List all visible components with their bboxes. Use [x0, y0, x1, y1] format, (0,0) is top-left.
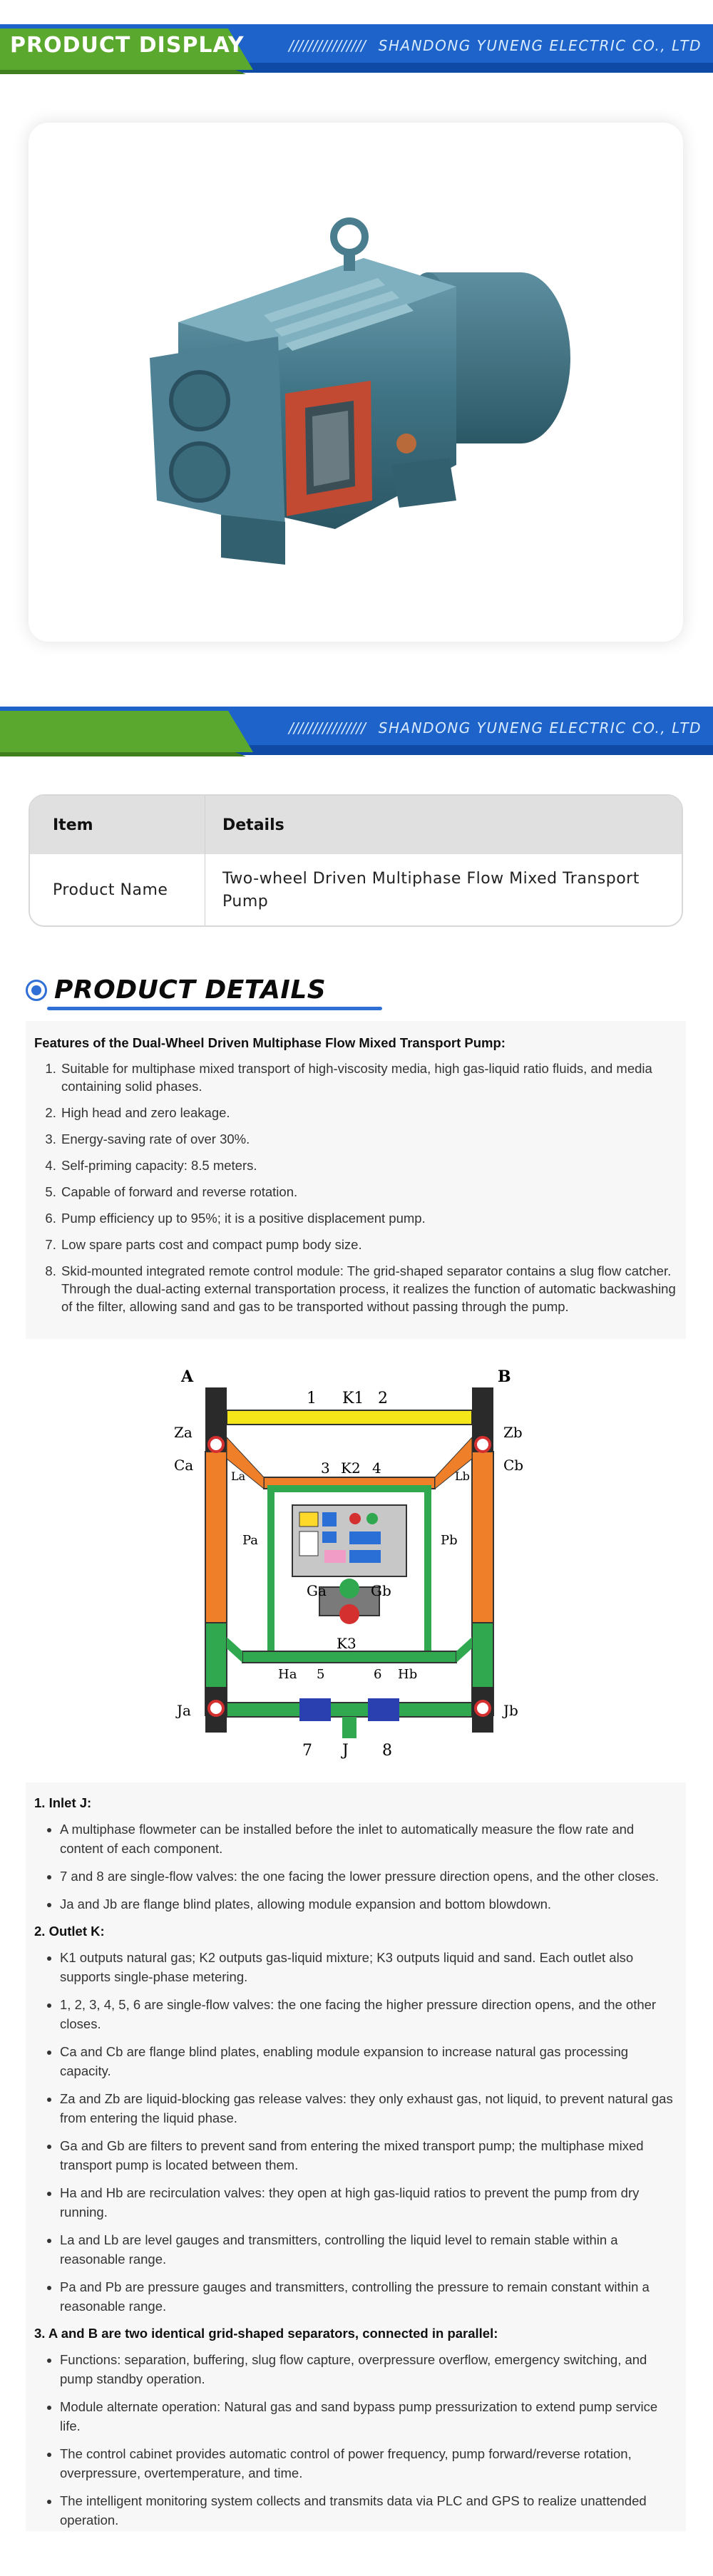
- product-image-card: [29, 123, 683, 642]
- label-Ha: Ha: [278, 1667, 297, 1682]
- list-item: 1. Suitable for multiphase mixed transport of high-viscosity media, high gas-liquid ratio fluids, and media containing solid phases.: [60, 1059, 679, 1095]
- label-Gb: Gb: [371, 1582, 391, 1599]
- label-4: 4: [372, 1459, 381, 1477]
- label-K3: K3: [337, 1635, 356, 1652]
- label-Pa: Pa: [242, 1533, 259, 1548]
- list-item: • Za and Zb are liquid-blocking gas release valves: they only exhaust gas, not liquid, to prevent natural gas from entering the liquid phase.: [60, 2089, 679, 2128]
- list-item: 2. High head and zero leakage.: [60, 1104, 679, 1122]
- list-item: • Ca and Cb are flange blind plates, enabling module expansion to increase natural gas processing capacity.: [60, 2042, 679, 2080]
- label-6: 6: [374, 1667, 382, 1682]
- product-details-heading: [26, 975, 382, 1007]
- label-Zb: Zb: [503, 1424, 523, 1441]
- product-info-table: [29, 794, 683, 927]
- heading-underline: [47, 1007, 382, 1010]
- list-item: • Ja and Jb are flange blind plates, allowing module expansion and bottom blowdown.: [60, 1894, 679, 1914]
- bullet-circle-icon: [26, 980, 47, 1001]
- banner-graphic: [0, 702, 713, 774]
- label-La: La: [231, 1469, 246, 1483]
- company-name: SHANDONG YUNENG ELECTRIC CO., LTD: [378, 719, 702, 737]
- label-K1: K1: [342, 1390, 364, 1407]
- list-item: 7. Low spare parts cost and compact pump body size.: [60, 1236, 679, 1253]
- label-A: A: [181, 1367, 194, 1386]
- label-B: B: [498, 1367, 511, 1386]
- label-K2: K2: [341, 1459, 361, 1477]
- list-item: • K1 outputs natural gas; K2 outputs gas-liquid mixture; K3 outputs liquid and sand. Each outlet also supports single-phase metering.: [60, 1948, 679, 1986]
- label-Pb: Pb: [441, 1533, 458, 1548]
- label-Jb: Jb: [503, 1702, 518, 1719]
- table-cell-value: Two-wheel Driven Multiphase Flow Mixed Transport Pump: [222, 870, 640, 910]
- label-Lb: Lb: [455, 1469, 470, 1483]
- features-list: [60, 1059, 679, 1315]
- list-item: • The control cabinet provides automatic control of power frequency, pump forward/reverse rotation, overpressure, overtemperature, and time.: [60, 2444, 679, 2483]
- list-item: 6. Pump efficiency up to 95%; it is a positive displacement pump.: [60, 1209, 679, 1227]
- label-Ga: Ga: [307, 1582, 327, 1599]
- label-2: 2: [378, 1390, 388, 1407]
- table-cell-label: Product Name: [53, 881, 168, 899]
- list-item: • A multiphase flowmeter can be installed before the inlet to automatically measure the flow rate and content of each component.: [60, 1820, 679, 1858]
- notes-group-title: 3. A and B are two identical grid-shaped separators, connected in parallel:: [34, 2326, 498, 2341]
- process-diagram: [171, 1366, 542, 1765]
- section-title: PRODUCT DETAILS: [54, 975, 327, 1005]
- notes-group-title: 1. Inlet J:: [34, 1795, 92, 1810]
- table-header-details: Details: [222, 816, 284, 834]
- table-row: [30, 854, 682, 927]
- table-header-row: [30, 796, 682, 854]
- pump-image: [121, 194, 606, 593]
- label-8: 8: [382, 1742, 392, 1760]
- list-item: 8. Skid-mounted integrated remote control module: The grid-shaped separator contains a slug flow catcher. Through the dual-acting external transportation process, it realizes the function of automatic backwashing of the filter, allowing sand and gas to be transported without passing through the pump.: [60, 1262, 679, 1315]
- banner-title: PRODUCT DISPLAY: [10, 33, 245, 58]
- label-Cb: Cb: [503, 1457, 524, 1474]
- label-Ja: Ja: [177, 1702, 191, 1719]
- list-item: • Pa and Pb are pressure gauges and transmitters, controlling the pressure to remain constant within a reasonable range.: [60, 2277, 679, 2316]
- features-box: [26, 1021, 686, 1339]
- label-7: 7: [302, 1742, 312, 1760]
- list-item: • Ha and Hb are recirculation valves: they open at high gas-liquid ratios to prevent the pump from dry running.: [60, 2183, 679, 2222]
- process-diagram-graphic: [171, 1366, 542, 1765]
- list-item: • 7 and 8 are single-flow valves: the one facing the lower pressure direction opens, and the other closes.: [60, 1867, 679, 1886]
- list-item: 3. Energy-saving rate of over 30%.: [60, 1130, 679, 1148]
- banner-slashes: ////////////////: [289, 37, 366, 54]
- label-1: 1: [307, 1390, 317, 1407]
- company-name: SHANDONG YUNENG ELECTRIC CO., LTD: [378, 37, 702, 54]
- label-Hb: Hb: [398, 1667, 418, 1682]
- notes-list: [60, 1820, 679, 1914]
- list-item: • 1, 2, 3, 4, 5, 6 are single-flow valves: the one facing the higher pressure direction opens, and the other closes.: [60, 1995, 679, 2033]
- company-banner: [0, 702, 713, 774]
- list-item: • Functions: separation, buffering, slug flow capture, overpressure overflow, emergency switching, and pump standby operation.: [60, 2350, 679, 2388]
- component-notes-box: [26, 1782, 686, 2531]
- list-item: • Module alternate operation: Natural gas and sand bypass pump pressurization to extend pump service life.: [60, 2397, 679, 2436]
- list-item: 5. Capable of forward and reverse rotation.: [60, 1183, 679, 1201]
- label-Za: Za: [174, 1424, 193, 1441]
- product-display-banner: [0, 20, 713, 91]
- banner-slashes: ////////////////: [289, 719, 366, 737]
- label-J: J: [342, 1742, 349, 1760]
- label-5: 5: [317, 1667, 325, 1682]
- table-header-item: Item: [53, 816, 93, 834]
- list-item: • La and Lb are level gauges and transmitters, controlling the liquid level to remain stable within a reasonable range.: [60, 2230, 679, 2269]
- list-item: • The intelligent monitoring system collects and transmits data via PLC and GPS to realize unattended operation.: [60, 2491, 679, 2530]
- notes-list: [60, 1948, 679, 2316]
- list-item: • Ga and Gb are filters to prevent sand from entering the mixed transport pump; the multiphase mixed transport pump is located between them.: [60, 2136, 679, 2175]
- label-Ca: Ca: [174, 1457, 194, 1474]
- features-heading: Features of the Dual-Wheel Driven Multiphase Flow Mixed Transport Pump:: [34, 1035, 506, 1050]
- list-item: 4. Self-priming capacity: 8.5 meters.: [60, 1156, 679, 1174]
- label-3: 3: [321, 1459, 330, 1477]
- notes-group-title: 2. Outlet K:: [34, 1924, 105, 1939]
- notes-list: [60, 2350, 679, 2530]
